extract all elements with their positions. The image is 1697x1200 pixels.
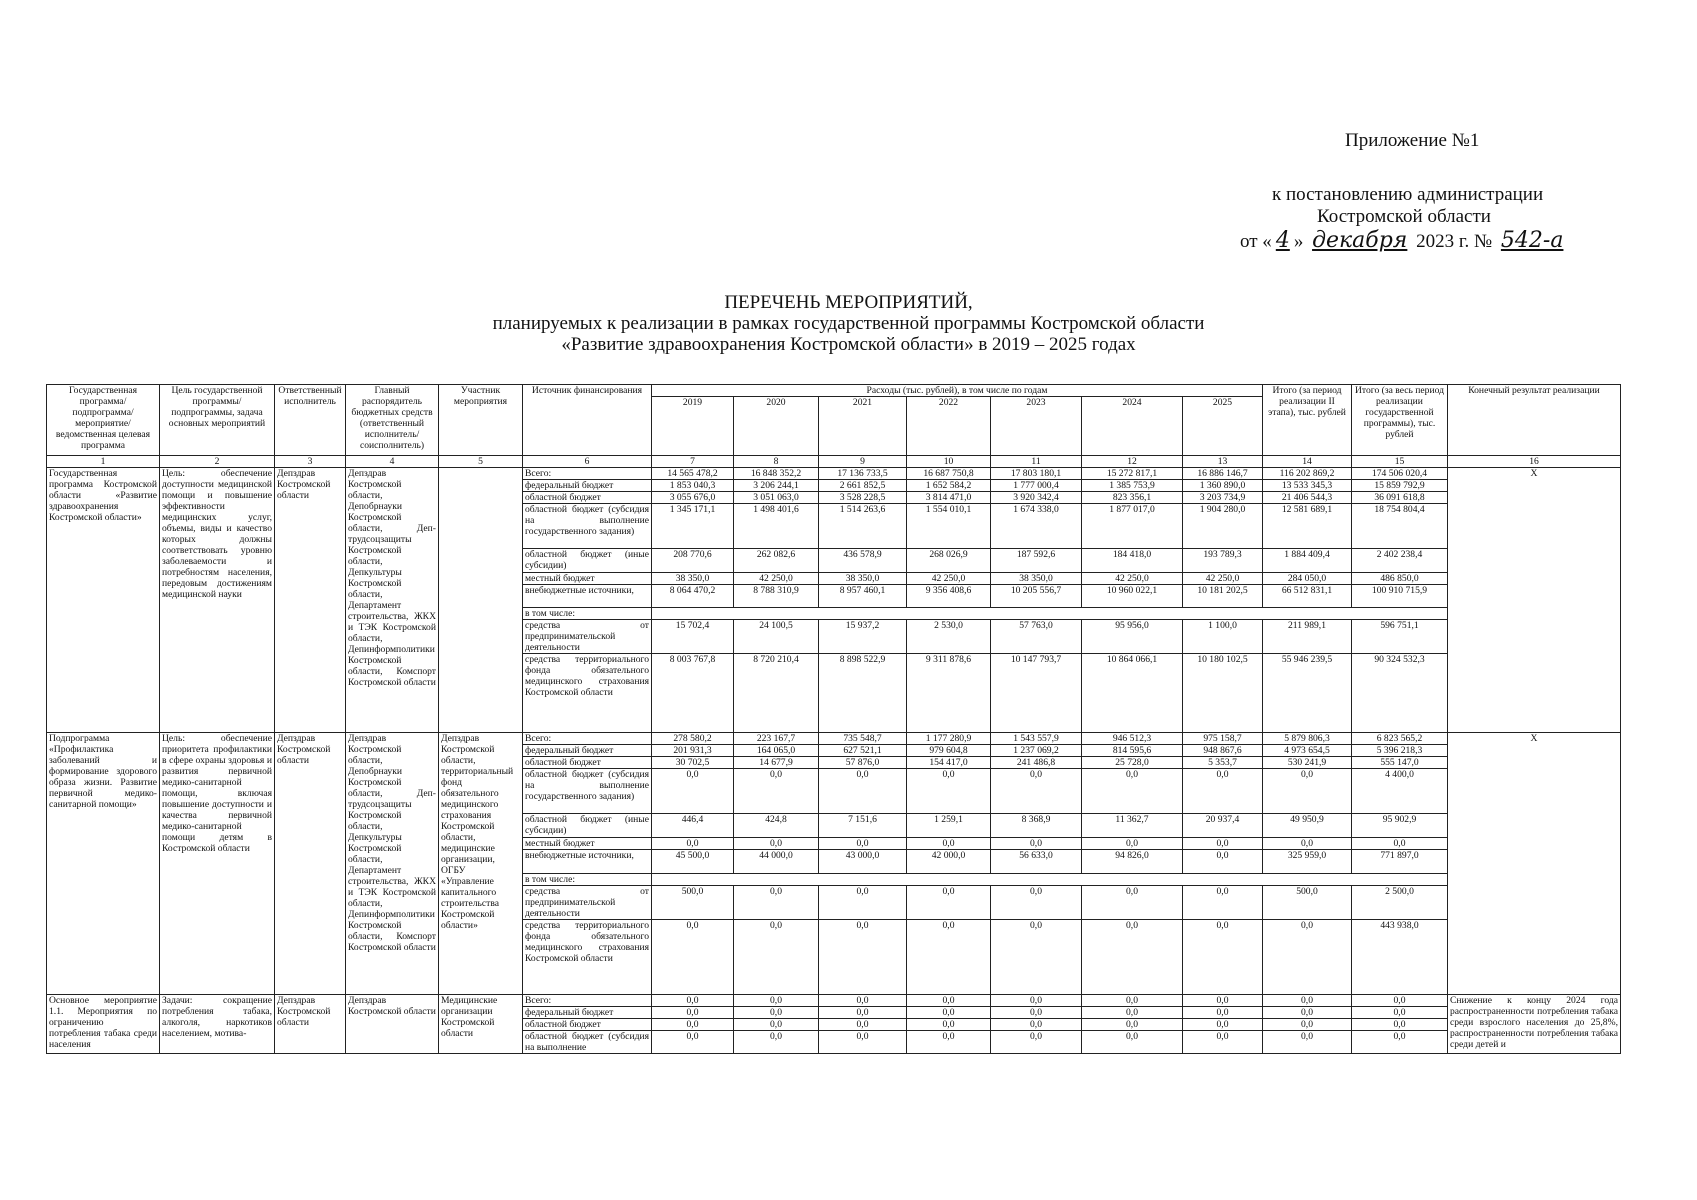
- value-cell: 325 959,0: [1263, 850, 1352, 874]
- value-cell: 187 592,6: [991, 549, 1082, 573]
- value-cell: 0,0: [652, 1007, 734, 1019]
- goal-cell: Цель: обеспечение доступности медицинской помощи и повышение эффективности медицинских услуг, объемы, виды и качество которых должны соответствовать уровню заболеваемости и потребностям населения, передовым достижениям медицинской науки: [160, 468, 275, 733]
- value-cell: 201 931,3: [652, 745, 734, 757]
- col-number: 3: [275, 456, 346, 468]
- value-cell: 241 486,8: [991, 757, 1082, 769]
- value-cell: 0,0: [907, 995, 991, 1007]
- source-cell: Всего:: [523, 995, 652, 1007]
- value-cell: 55 946 239,5: [1263, 654, 1352, 733]
- col-number: 14: [1263, 456, 1352, 468]
- value-cell: 17 136 733,5: [819, 468, 907, 480]
- value-cell: 975 158,7: [1183, 733, 1263, 745]
- value-cell: 0,0: [907, 1019, 991, 1031]
- table-body: [47, 468, 1621, 1054]
- value-cell: 56 633,0: [991, 850, 1082, 874]
- value-cell: 555 147,0: [1352, 757, 1448, 769]
- value-cell: 735 548,7: [819, 733, 907, 745]
- value-cell: 9 356 408,6: [907, 585, 991, 608]
- value-cell: 116 202 869,2: [1263, 468, 1352, 480]
- value-cell: 0,0: [991, 995, 1082, 1007]
- value-cell: 0,0: [1183, 886, 1263, 920]
- source-cell: средства территориального фонда обязательного медицинского страхования Костромской области: [523, 654, 652, 733]
- value-cell: 268 026,9: [907, 549, 991, 573]
- value-cell: 0,0: [1183, 995, 1263, 1007]
- table-row: [47, 468, 1621, 480]
- value-cell: 3 528 228,5: [819, 492, 907, 504]
- value-cell: 0,0: [1352, 1007, 1448, 1019]
- value-cell: 0,0: [819, 886, 907, 920]
- value-cell: 627 521,1: [819, 745, 907, 757]
- annex-title: Приложение №1: [1345, 130, 1480, 151]
- source-cell: областной бюджет (иные субсидии): [523, 549, 652, 573]
- value-cell: 1 652 584,2: [907, 480, 991, 492]
- decree-number: 542-а: [1500, 228, 1564, 253]
- program-cell: Основное мероприятие 1.1. Мероприятия по ограничению потребления табака среди населения: [47, 995, 160, 1054]
- col-number: 7: [652, 456, 734, 468]
- value-cell: 0,0: [1183, 920, 1263, 995]
- value-cell: 0,0: [907, 1031, 991, 1054]
- value-cell: 3 206 244,1: [734, 480, 819, 492]
- value-cell: 20 937,4: [1183, 814, 1263, 838]
- source-cell: Всего:: [523, 733, 652, 745]
- value-cell: 14 565 478,2: [652, 468, 734, 480]
- header-executor: Ответственный исполнитель: [275, 385, 346, 456]
- value-cell: 979 604,8: [907, 745, 991, 757]
- value-cell: 10 205 556,7: [991, 585, 1082, 608]
- header-result: Конечный результат реализации: [1448, 385, 1621, 456]
- value-cell: 0,0: [1082, 920, 1183, 995]
- decree-date-number: [1240, 228, 1567, 253]
- header-goal: Цель государственной программы/ подпрограммы, задача основных мероприятий: [160, 385, 275, 456]
- value-cell: 30 702,5: [652, 757, 734, 769]
- value-cell: 45 500,0: [652, 850, 734, 874]
- decree-mid: »: [1293, 231, 1304, 252]
- col-number: 15: [1352, 456, 1448, 468]
- source-cell: федеральный бюджет: [523, 480, 652, 492]
- value-cell: 223 167,7: [734, 733, 819, 745]
- value-cell: 0,0: [1263, 920, 1352, 995]
- decree-month: декабря: [1312, 228, 1408, 253]
- value-cell: 0,0: [1082, 1007, 1183, 1019]
- value-cell: 3 920 342,4: [991, 492, 1082, 504]
- value-cell: 3 203 734,9: [1183, 492, 1263, 504]
- value-cell: 1 884 409,4: [1263, 549, 1352, 573]
- result-cell: Снижение к концу 2024 года распространенности потребления табака среди взрослого населения до 25,8%, распространенности потребления табака среди детей и: [1448, 995, 1621, 1054]
- value-cell: 0,0: [991, 1031, 1082, 1054]
- value-cell: 24 100,5: [734, 620, 819, 654]
- value-cell: 823 356,1: [1082, 492, 1183, 504]
- value-cell: 0,0: [1352, 1031, 1448, 1054]
- value-cell: 0,0: [1082, 1019, 1183, 1031]
- title-line-3: «Развитие здравоохранения Костромской области» в 2019 – 2025 годах: [561, 334, 1136, 355]
- value-cell: 154 417,0: [907, 757, 991, 769]
- value-cell: 95 902,9: [1352, 814, 1448, 838]
- value-cell: 10 181 202,5: [1183, 585, 1263, 608]
- value-cell: 2 661 852,5: [819, 480, 907, 492]
- goal-cell: Задачи: сокращение потребления табака, алкоголя, наркотиков населением, мотива-: [160, 995, 275, 1054]
- col-number: 1: [47, 456, 160, 468]
- value-cell: 0,0: [819, 1019, 907, 1031]
- value-cell: 0,0: [1082, 838, 1183, 850]
- value-cell: 1 360 890,0: [1183, 480, 1263, 492]
- value-cell: 0,0: [1263, 1031, 1352, 1054]
- value-cell: 0,0: [991, 769, 1082, 814]
- value-cell: 0,0: [652, 769, 734, 814]
- value-cell: 0,0: [1352, 995, 1448, 1007]
- value-cell: 0,0: [907, 920, 991, 995]
- value-cell: 3 055 676,0: [652, 492, 734, 504]
- executor-cell: Депздрав Костромской области: [275, 468, 346, 733]
- value-cell: 90 324 532,3: [1352, 654, 1448, 733]
- value-cell: 3 814 471,0: [907, 492, 991, 504]
- value-cell: 0,0: [907, 769, 991, 814]
- value-cell: 16 886 146,7: [1183, 468, 1263, 480]
- header-year: 2025: [1183, 397, 1263, 456]
- value-cell: 771 897,0: [1352, 850, 1448, 874]
- value-cell: 4 973 654,5: [1263, 745, 1352, 757]
- source-cell: в том числе:: [523, 608, 652, 620]
- value-cell: 1 554 010,1: [907, 504, 991, 549]
- value-cell: 211 989,1: [1263, 620, 1352, 654]
- activities-table: [46, 384, 1621, 1054]
- participant-cell: [439, 468, 523, 733]
- header-participant: Участник мероприятия: [439, 385, 523, 456]
- value-cell: 44 000,0: [734, 850, 819, 874]
- value-cell: 1 514 263,6: [819, 504, 907, 549]
- document-title: [0, 292, 1697, 355]
- value-cell: 15 272 817,1: [1082, 468, 1183, 480]
- value-cell: 443 938,0: [1352, 920, 1448, 995]
- value-cell: 42 250,0: [907, 573, 991, 585]
- table-row: [47, 995, 1621, 1007]
- value-cell: 284 050,0: [1263, 573, 1352, 585]
- value-cell: 500,0: [1263, 886, 1352, 920]
- including-spacer: [652, 608, 1448, 620]
- value-cell: 486 850,0: [1352, 573, 1448, 585]
- value-cell: 278 580,2: [652, 733, 734, 745]
- value-cell: 42 000,0: [907, 850, 991, 874]
- value-cell: 446,4: [652, 814, 734, 838]
- value-cell: 0,0: [652, 1031, 734, 1054]
- value-cell: 1 237 069,2: [991, 745, 1082, 757]
- value-cell: 42 250,0: [1082, 573, 1183, 585]
- value-cell: 1 777 000,4: [991, 480, 1082, 492]
- value-cell: 95 956,0: [1082, 620, 1183, 654]
- title-line-1: ПЕРЕЧЕНЬ МЕРОПРИЯТИЙ,: [724, 292, 973, 313]
- source-cell: федеральный бюджет: [523, 1007, 652, 1019]
- value-cell: 94 826,0: [1082, 850, 1183, 874]
- value-cell: 17 803 180,1: [991, 468, 1082, 480]
- decree-day: 4: [1275, 228, 1290, 253]
- value-cell: 42 250,0: [1183, 573, 1263, 585]
- value-cell: 0,0: [1352, 838, 1448, 850]
- program-cell: Государственная программа Костромской области «Развитие здравоохранения Костромской области»: [47, 468, 160, 733]
- value-cell: 43 000,0: [819, 850, 907, 874]
- value-cell: 14 677,9: [734, 757, 819, 769]
- value-cell: 0,0: [1183, 1007, 1263, 1019]
- value-cell: 0,0: [734, 1019, 819, 1031]
- value-cell: 1 498 401,6: [734, 504, 819, 549]
- value-cell: 0,0: [1263, 1007, 1352, 1019]
- value-cell: 0,0: [907, 886, 991, 920]
- value-cell: 0,0: [1263, 769, 1352, 814]
- participant-cell: Депздрав Костромской области, территориальный фонд обязательного медицинского страхования Костромской области, медицинские организации, ОГБУ «Управление капитального строительства Костромской области»: [439, 733, 523, 995]
- source-cell: областной бюджет (субсидия на выполнение государственного задания): [523, 769, 652, 814]
- value-cell: 2 402 238,4: [1352, 549, 1448, 573]
- program-cell: Подпрограмма «Профилактика заболеваний и формирование здорового образа жизни. Развитие первичной медико-санитарной помощи»: [47, 733, 160, 995]
- value-cell: 0,0: [1082, 886, 1183, 920]
- header-total-all: Итого (за весь период реализации государственной программы), тыс. рублей: [1352, 385, 1448, 456]
- value-cell: 15 937,2: [819, 620, 907, 654]
- source-cell: в том числе:: [523, 874, 652, 886]
- value-cell: 0,0: [652, 838, 734, 850]
- result-cell: X: [1448, 733, 1621, 995]
- value-cell: 8 003 767,8: [652, 654, 734, 733]
- header-year: 2020: [734, 397, 819, 456]
- value-cell: 8 898 522,9: [819, 654, 907, 733]
- value-cell: 0,0: [1263, 1019, 1352, 1031]
- value-cell: 1 904 280,0: [1183, 504, 1263, 549]
- source-cell: внебюджетные источники,: [523, 850, 652, 874]
- value-cell: 0,0: [991, 886, 1082, 920]
- source-cell: федеральный бюджет: [523, 745, 652, 757]
- value-cell: 1 877 017,0: [1082, 504, 1183, 549]
- including-spacer: [652, 874, 1448, 886]
- value-cell: 38 350,0: [652, 573, 734, 585]
- source-cell: областной бюджет (субсидия на выполнение государственного задания): [523, 504, 652, 549]
- value-cell: 25 728,0: [1082, 757, 1183, 769]
- value-cell: 12 581 689,1: [1263, 504, 1352, 549]
- value-cell: 10 960 022,1: [1082, 585, 1183, 608]
- value-cell: 1 543 557,9: [991, 733, 1082, 745]
- header-expenses: Расходы (тыс. рублей), в том числе по годам: [652, 385, 1263, 397]
- value-cell: 38 350,0: [819, 573, 907, 585]
- value-cell: 49 950,9: [1263, 814, 1352, 838]
- value-cell: 0,0: [734, 995, 819, 1007]
- value-cell: 16 687 750,8: [907, 468, 991, 480]
- value-cell: 2 500,0: [1352, 886, 1448, 920]
- value-cell: 8 957 460,1: [819, 585, 907, 608]
- value-cell: 0,0: [1263, 838, 1352, 850]
- column-numbers-row: [47, 456, 1621, 468]
- header-program: Государственная программа/ подпрограмма/ мероприятие/ ведомственная целевая программа: [47, 385, 160, 456]
- source-cell: областной бюджет (иные субсидии): [523, 814, 652, 838]
- value-cell: 0,0: [734, 920, 819, 995]
- value-cell: 11 362,7: [1082, 814, 1183, 838]
- value-cell: 5 353,7: [1183, 757, 1263, 769]
- col-number: 13: [1183, 456, 1263, 468]
- col-number: 12: [1082, 456, 1183, 468]
- value-cell: 1 853 040,3: [652, 480, 734, 492]
- value-cell: 0,0: [652, 920, 734, 995]
- value-cell: 0,0: [1183, 1031, 1263, 1054]
- value-cell: 0,0: [819, 1007, 907, 1019]
- value-cell: 0,0: [819, 920, 907, 995]
- source-cell: Всего:: [523, 468, 652, 480]
- value-cell: 15 702,4: [652, 620, 734, 654]
- header-year: 2019: [652, 397, 734, 456]
- value-cell: 946 512,3: [1082, 733, 1183, 745]
- value-cell: 184 418,0: [1082, 549, 1183, 573]
- decree-prefix: от «: [1240, 231, 1272, 252]
- value-cell: 208 770,6: [652, 549, 734, 573]
- source-cell: областной бюджет: [523, 1019, 652, 1031]
- value-cell: 7 151,6: [819, 814, 907, 838]
- source-cell: внебюджетные источники,: [523, 585, 652, 608]
- value-cell: 8 788 310,9: [734, 585, 819, 608]
- header-year: 2023: [991, 397, 1082, 456]
- manager-cell: Депздрав Костромской области, Депобрнауки Костромской области, Деп-трудсоцзащиты Костромской области, Депкультуры Костромской области, Департамент строительства, ЖКХ и ТЭК Костромской области, Депинформполитики Костромской области, Комспорт Костромской области: [346, 468, 439, 733]
- value-cell: 8 368,9: [991, 814, 1082, 838]
- source-cell: областной бюджет: [523, 757, 652, 769]
- value-cell: 38 350,0: [991, 573, 1082, 585]
- value-cell: 948 867,6: [1183, 745, 1263, 757]
- value-cell: 0,0: [991, 1007, 1082, 1019]
- executor-cell: Депздрав Костромской области: [275, 995, 346, 1054]
- decree-line-2: Костромской области: [1317, 206, 1491, 227]
- value-cell: 57 763,0: [991, 620, 1082, 654]
- value-cell: 1 674 338,0: [991, 504, 1082, 549]
- value-cell: 9 311 878,6: [907, 654, 991, 733]
- value-cell: 0,0: [991, 920, 1082, 995]
- value-cell: 0,0: [1082, 769, 1183, 814]
- value-cell: 10 180 102,5: [1183, 654, 1263, 733]
- table-row: [47, 733, 1621, 745]
- value-cell: 8 720 210,4: [734, 654, 819, 733]
- value-cell: 164 065,0: [734, 745, 819, 757]
- participant-cell: Медицинские организации Костромской области: [439, 995, 523, 1054]
- header-year: 2021: [819, 397, 907, 456]
- value-cell: 436 578,9: [819, 549, 907, 573]
- decree-year: 2023 г. №: [1416, 231, 1493, 252]
- value-cell: 0,0: [907, 1007, 991, 1019]
- value-cell: 814 595,6: [1082, 745, 1183, 757]
- value-cell: 0,0: [1352, 1019, 1448, 1031]
- header-year: 2024: [1082, 397, 1183, 456]
- value-cell: 530 241,9: [1263, 757, 1352, 769]
- value-cell: 0,0: [991, 1019, 1082, 1031]
- title-line-2: планируемых к реализации в рамках государственной программы Костромской области: [492, 313, 1205, 334]
- value-cell: 8 064 470,2: [652, 585, 734, 608]
- value-cell: 0,0: [734, 1007, 819, 1019]
- source-cell: областной бюджет (субсидия на выполнение: [523, 1031, 652, 1054]
- value-cell: 0,0: [1263, 995, 1352, 1007]
- col-number: 6: [523, 456, 652, 468]
- source-cell: областной бюджет: [523, 492, 652, 504]
- col-number: 16: [1448, 456, 1621, 468]
- value-cell: 21 406 544,3: [1263, 492, 1352, 504]
- value-cell: 0,0: [819, 838, 907, 850]
- header-row: [47, 385, 1621, 397]
- result-cell: X: [1448, 468, 1621, 733]
- value-cell: 0,0: [819, 769, 907, 814]
- value-cell: 42 250,0: [734, 573, 819, 585]
- value-cell: 174 506 020,4: [1352, 468, 1448, 480]
- value-cell: 0,0: [819, 1031, 907, 1054]
- value-cell: 16 848 352,2: [734, 468, 819, 480]
- header-year: 2022: [907, 397, 991, 456]
- value-cell: 0,0: [991, 838, 1082, 850]
- value-cell: 0,0: [1183, 1019, 1263, 1031]
- executor-cell: Депздрав Костромской области: [275, 733, 346, 995]
- col-number: 9: [819, 456, 907, 468]
- col-number: 5: [439, 456, 523, 468]
- header-manager: Главный распорядитель бюджетных средств (ответственный исполнитель/ соисполнитель): [346, 385, 439, 456]
- manager-cell: Депздрав Костромской области, Депобрнауки Костромской области, Деп-трудсоцзащиты Костромской области, Депкультуры Костромской области, Департамент строительства, ЖКХ и ТЭК Костромской области, Депинформполитики Костромской области, Комспорт Костромской области: [346, 733, 439, 995]
- value-cell: 0,0: [734, 769, 819, 814]
- col-number: 4: [346, 456, 439, 468]
- value-cell: 424,8: [734, 814, 819, 838]
- decree-line-1: к постановлению администрации: [1272, 184, 1544, 205]
- value-cell: 13 533 345,3: [1263, 480, 1352, 492]
- manager-cell: Депздрав Костромской области: [346, 995, 439, 1054]
- value-cell: 15 859 792,9: [1352, 480, 1448, 492]
- value-cell: 1 177 280,9: [907, 733, 991, 745]
- value-cell: 57 876,0: [819, 757, 907, 769]
- value-cell: 0,0: [1183, 838, 1263, 850]
- value-cell: 36 091 618,8: [1352, 492, 1448, 504]
- value-cell: 0,0: [1082, 995, 1183, 1007]
- value-cell: 18 754 804,4: [1352, 504, 1448, 549]
- col-number: 8: [734, 456, 819, 468]
- col-number: 2: [160, 456, 275, 468]
- value-cell: 0,0: [907, 838, 991, 850]
- value-cell: 500,0: [652, 886, 734, 920]
- value-cell: 3 051 063,0: [734, 492, 819, 504]
- source-cell: местный бюджет: [523, 838, 652, 850]
- value-cell: 2 530,0: [907, 620, 991, 654]
- value-cell: 0,0: [1183, 850, 1263, 874]
- source-cell: средства от предпринимательской деятельности: [523, 620, 652, 654]
- value-cell: 0,0: [734, 838, 819, 850]
- source-cell: местный бюджет: [523, 573, 652, 585]
- value-cell: 1 259,1: [907, 814, 991, 838]
- col-number: 11: [991, 456, 1082, 468]
- value-cell: 0,0: [652, 1019, 734, 1031]
- value-cell: 5 396 218,3: [1352, 745, 1448, 757]
- value-cell: 5 879 806,3: [1263, 733, 1352, 745]
- value-cell: 0,0: [1183, 769, 1263, 814]
- value-cell: 10 864 066,1: [1082, 654, 1183, 733]
- value-cell: 0,0: [652, 995, 734, 1007]
- value-cell: 1 100,0: [1183, 620, 1263, 654]
- source-cell: средства территориального фонда обязательного медицинского страхования Костромской области: [523, 920, 652, 995]
- value-cell: 0,0: [819, 995, 907, 1007]
- value-cell: 193 789,3: [1183, 549, 1263, 573]
- value-cell: 596 751,1: [1352, 620, 1448, 654]
- col-number: 10: [907, 456, 991, 468]
- value-cell: 0,0: [1082, 1031, 1183, 1054]
- header-source: Источник финансирования: [523, 385, 652, 456]
- value-cell: 0,0: [734, 886, 819, 920]
- value-cell: 1 345 171,1: [652, 504, 734, 549]
- value-cell: 6 823 565,2: [1352, 733, 1448, 745]
- value-cell: 0,0: [734, 1031, 819, 1054]
- value-cell: 4 400,0: [1352, 769, 1448, 814]
- header-total-stage: Итого (за период реализации II этапа), тыс. рублей: [1263, 385, 1352, 456]
- goal-cell: Цель: обеспечение приоритета профилактики в сфере охраны здоровья и развития первичной медико-санитарной помощи, включая повышение доступности и качества первичной медико-санитарной помощи детям в Костромской области: [160, 733, 275, 995]
- value-cell: 262 082,6: [734, 549, 819, 573]
- value-cell: 66 512 831,1: [1263, 585, 1352, 608]
- value-cell: 10 147 793,7: [991, 654, 1082, 733]
- value-cell: 1 385 753,9: [1082, 480, 1183, 492]
- value-cell: 100 910 715,9: [1352, 585, 1448, 608]
- source-cell: средства от предпринимательской деятельности: [523, 886, 652, 920]
